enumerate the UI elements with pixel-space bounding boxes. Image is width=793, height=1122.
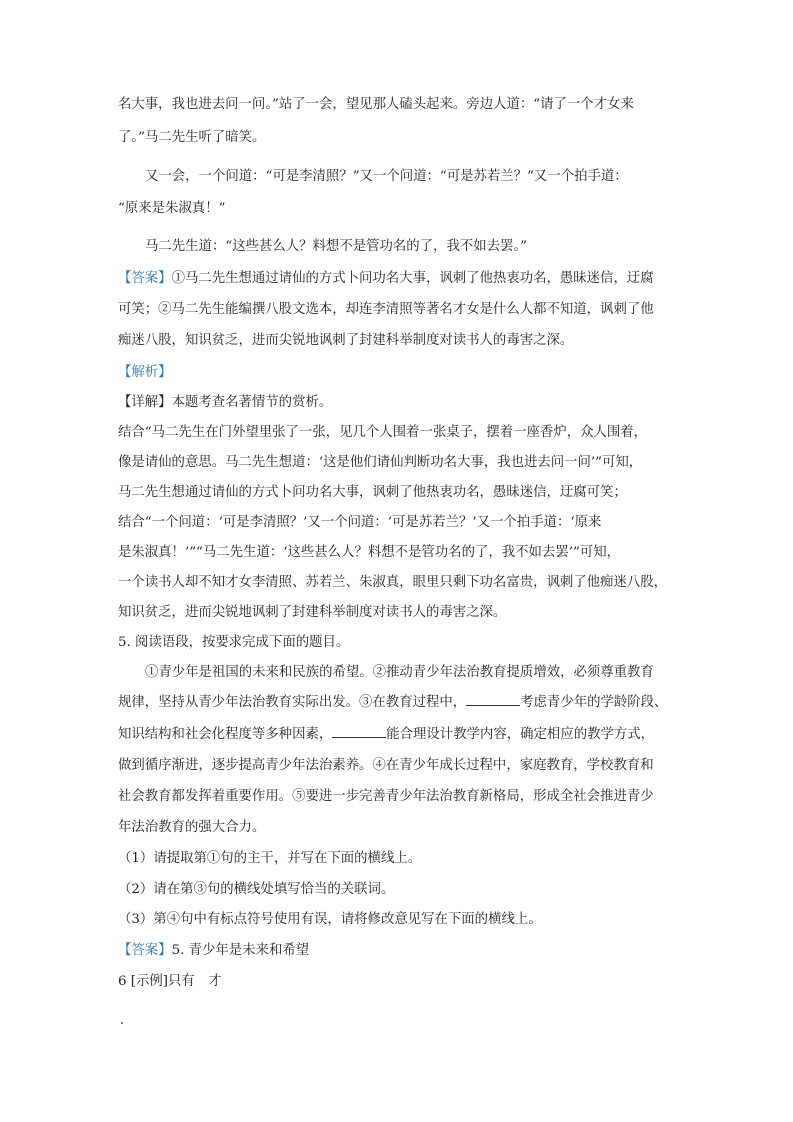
story-line: 名大事，我也进去问一问。”站了一会，望见那人磕头起来。旁边人道：“请了一个才女来 — [118, 97, 634, 112]
sub-question: （3）第④句中有标点符号使用有误，请将修改意见写在下面的横线上。 — [118, 912, 542, 927]
story-line: 马二先生道：“这些甚么人？料想不是管功名的了，我不如去罢。” — [145, 239, 527, 254]
answer-4-line: 可笑；②马二先生能编撰八股文选本，却连李清照等著名才女是什么人都不知道，讽刺了他 — [118, 302, 654, 317]
story-line: “原来是朱淑真！” — [118, 201, 226, 216]
analysis-line: 结合“一个问道：‘可是李清照？’又一个问道：‘可是苏若兰？’又一个拍手道：‘原来 — [118, 515, 602, 530]
analysis-line: 一个读书人却不知才女李清照、苏若兰、朱淑真，眼里只剩下功名富贵，讽刺了他痴迷八股， — [118, 575, 668, 590]
detail-tag: 【详解】 — [118, 395, 172, 410]
answer-text: 5. 青少年是未来和希望 — [171, 943, 310, 958]
detail-line — [118, 392, 332, 413]
sub-question: （2）请在第③句的横线处填写恰当的关联词。 — [118, 882, 395, 897]
answer-5-line — [118, 940, 309, 961]
passage-line: ①青少年是祖国的未来和民族的希望。②推动青少年法治教育提质增效，必须尊重教育 — [145, 665, 654, 680]
question-5-title: 5. 阅读语段，按要求完成下面的题目。 — [118, 635, 350, 650]
answer-tag: 【答案】 — [118, 943, 172, 958]
story-line: 了。”马二先生听了暗笑。 — [118, 130, 266, 145]
passage-line — [118, 692, 667, 713]
passage-line: 社会教育都发挥着重要作用。⑤要进一步完善青少年法治教育新格局，形成全社会推进青少 — [118, 789, 654, 804]
stray-mark — [121, 1022, 123, 1024]
answer-4-line — [118, 268, 654, 289]
answer-6-line: 6 [示例]只有 才 — [118, 974, 222, 989]
passage-text: 知识结构和社会化程度等多种因素， — [118, 727, 333, 742]
answer-text: ①马二先生想通过请仙的方式卜问功名大事，讽刺了他热衷功名，愚昧迷信，迂腐 — [171, 271, 654, 286]
answer-tag: 【答案】 — [118, 271, 172, 286]
analysis-line: 结合“马二先生在门外望里张了一张，见几个人围着一张桌子，摆着一座香炉，众人围着， — [118, 425, 648, 440]
analysis-line: 马二先生想通过请仙的方式卜问功名大事，讽刺了他热衷功名，愚昧迷信，迂腐可笑； — [118, 485, 627, 500]
fill-blank-2 — [332, 725, 386, 738]
passage-line: 做到循序渐进，逐步提高青少年法治素养。④在青少年成长过程中，家庭教育，学校教育和 — [118, 758, 654, 773]
detail-text: 本题考查名著情节的赏析。 — [171, 395, 333, 410]
analysis-line: 像是请仙的意思。马二先生想道：‘这是他们请仙判断功名大事，我也进去问一问’”可知， — [118, 455, 643, 470]
passage-line — [118, 724, 654, 745]
passage-text: 规律，坚持从青少年法治教育实际出发。③在教育过程中， — [118, 695, 467, 710]
sub-question: （1）请提取第①句的主干，并写在下面的横线上。 — [118, 851, 422, 866]
fill-blank-1 — [466, 693, 520, 706]
analysis-tag: 【解析】 — [118, 365, 172, 380]
analysis-line: 知识贫乏，进而尖锐地讽刺了封建科举制度对读书人的毒害之深。 — [118, 605, 507, 620]
story-line: 又一会，一个问道：“可是李清照？”又一个问道：“可是苏若兰？”又一个拍手道： — [145, 169, 628, 184]
analysis-line: 是朱淑真！’”“马二先生道：‘这些甚么人？料想不是管功名的了，我不如去罢’”可知， — [118, 545, 620, 560]
passage-text: 考虑青少年的学龄阶段、 — [520, 695, 668, 710]
passage-line: 年法治教育的强大合力。 — [118, 820, 266, 835]
passage-text: 能合理设计教学内容，确定相应的教学方式， — [386, 727, 655, 742]
answer-4-line: 痴迷八股，知识贫乏，进而尖锐地讽刺了封建科举制度对读书人的毒害之深。 — [118, 333, 574, 348]
